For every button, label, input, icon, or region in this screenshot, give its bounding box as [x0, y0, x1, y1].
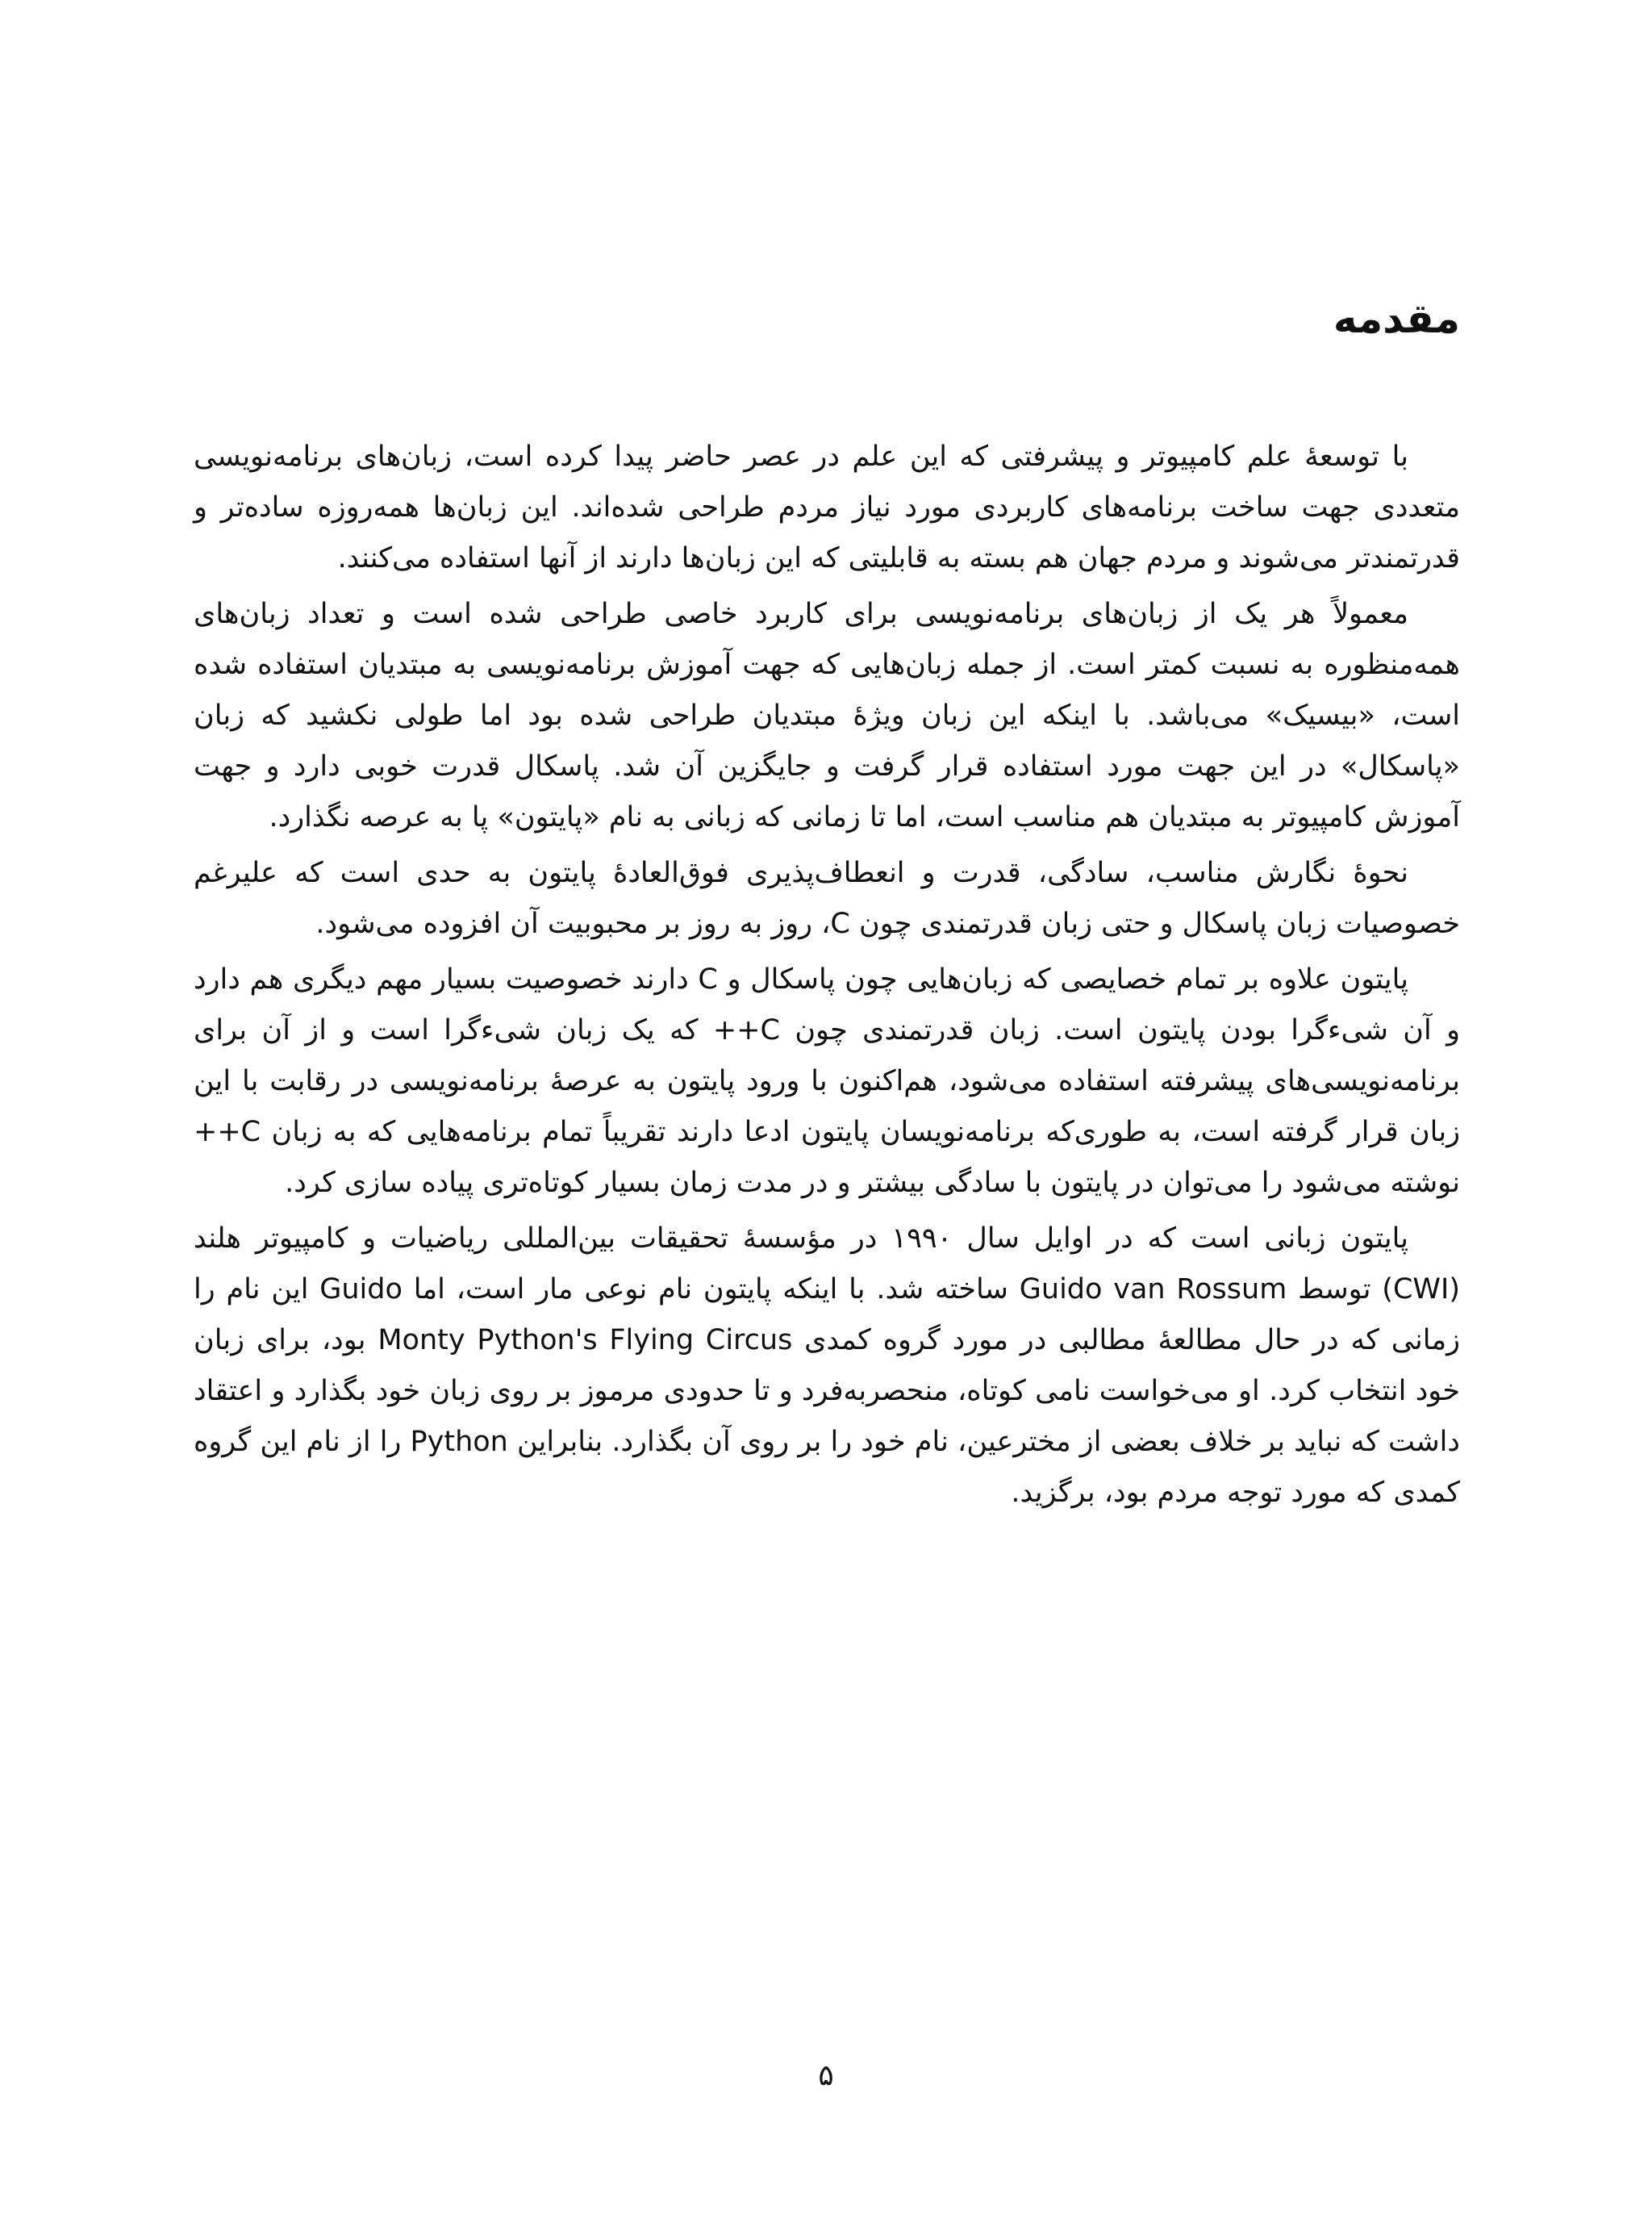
- page-content: [194, 290, 1460, 1523]
- paragraph-3: نحوهٔ نگارش مناسب، سادگی، قدرت و انعطاف‌پذیری فوق‌العادهٔ پایتون به حدی است که علیرغم خصوصیات زبان پاسکال و حتی زبان قدرتمندی چون C، روز به روز بر محبوبیت آن افزوده می‌شود.: [194, 857, 1460, 940]
- paragraph-1: با توسعهٔ علم کامپیوتر و پیشرفتی که این علم در عصر حاضر پیدا کرده است، زبان‌های برنامه‌نویسی متعددی جهت ساخت برنامه‌های کاربردی مورد نیاز مردم طراحی شده‌اند. این زبان‌ها همه‌روزه ساده‌تر و قدرتمندتر می‌شوند و مردم جهان هم بسته به قابلیتی که این زبان‌ها دارند از آنها استفاده می‌کنند.: [194, 441, 1460, 574]
- page-title: مقدمه: [1333, 295, 1460, 342]
- paragraph-5: پایتون زبانی است که در اوایل سال ۱۹۹۰ در مؤسسهٔ تحقیقات بین‌المللی ریاضیات و کامپیوتر هلند (CWI) توسط Guido van Rossum ساخته شد. با اینکه پایتون نام نوعی مار است، اما Guido این نام را زمانی که در حال مطالعهٔ مطالبی در مورد گروه کمدی Monty Python's Flying Circus بود، برای زبان خود انتخاب کرد. او می‌خواست نامی کوتاه، منحصربه‌فرد و تا حدودی مرموز بر روی زبان خود بگذارد و اعتقاد داشت که نباید بر خلاف بعضی از مخترعین، نام خود را بر روی آن بگذارد. بنابراین Python را از نام این گروه کمدی که مورد توجه مردم بود، برگزید.: [194, 1222, 1461, 1509]
- page-number: ۵: [818, 2059, 834, 2092]
- paragraph-4: پایتون علاوه بر تمام خصایصی که زبان‌هایی چون پاسکال و C دارند خصوصیت بسیار مهم دیگری هم دارد و آن شیءگرا بودن پایتون است. زبان قدرتمندی چون C++ که یک زبان شیءگرا است و از آن برای برنامه‌نویسی‌های پیشرفته استفاده می‌شود، هم‌اکنون با ورود پایتون به عرصهٔ برنامه‌نویسی در رقابت با این زبان قرار گرفته است، به طوری‌که برنامه‌نویسان پایتون ادعا دارند تقریباً تمام برنامه‌هایی که به زبان C++ نوشته می‌شود را می‌توان در پایتون با سادگی بیشتر و در مدت زمان بسیار کوتاه‌تری پیاده سازی کرد.: [194, 963, 1460, 1199]
- paragraph-2: معمولاً هر یک از زبان‌های برنامه‌نویسی برای کاربرد خاصی طراحی شده است و تعداد زبان‌های همه‌منظوره به نسبت کمتر است. از جمله زبان‌هایی که جهت آموزش برنامه‌نویسی به مبتدیان استفاده شده است، «بیسیک» می‌باشد. با اینکه این زبان ویژهٔ مبتدیان طراحی شده بود اما طولی نکشید که زبان «پاسکال» در این جهت مورد استفاده قرار گرفت و جایگزین آن شد. پاسکال قدرت خوبی دارد و جهت آموزش کامپیوتر به مبتدیان هم مناسب است، اما تا زمانی که زبانی به نام «پایتون» پا به عرصه نگذارد.: [194, 598, 1460, 833]
